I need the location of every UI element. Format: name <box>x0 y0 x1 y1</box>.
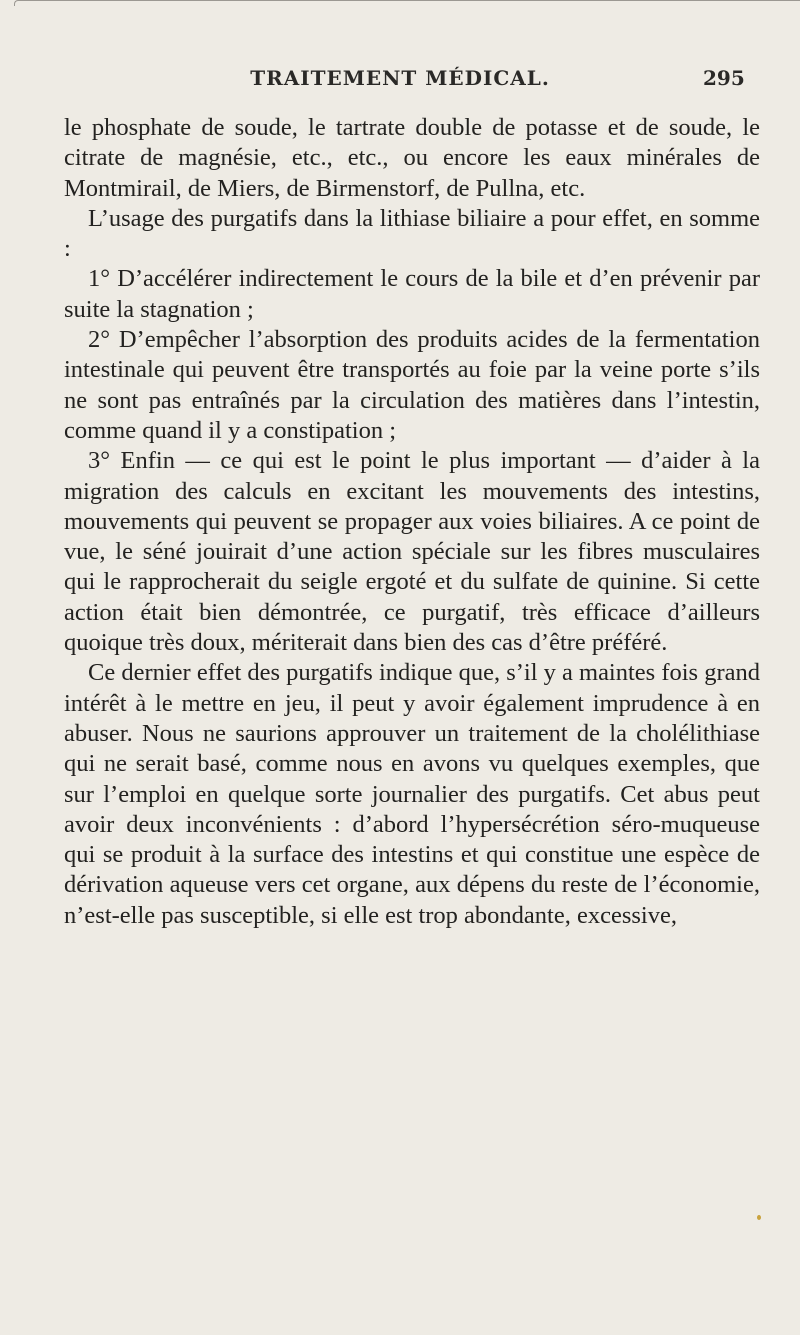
page-number: 295 <box>703 66 745 90</box>
body-text <box>64 113 760 931</box>
paragraph-point-3: 3° Enfin — ce qui est le point le plus important — d’aider à la migration des calculs en excitant les mouvements des intestins, mouvements qui peuvent se propager aux voies biliaires. A ce point de vue, le séné jouirait d’une action spéciale sur les fibres musculaires qui le rapprocherait du seigle ergoté et du sulfate de quinine. Si cette action était bien démontrée, ce purgatif, très efficace d’ailleurs quoique très doux, mériterait dans bien des cas d’être préféré. <box>64 447 760 657</box>
paragraph-continuation: le phosphate de soude, le tartrate double de potasse et de soude, le citrate de magnésie, etc., etc., ou encore les eaux minérales de Montmirail, de Miers, de Birmenstorf, de Pullna, etc. <box>64 114 760 202</box>
paragraph-usage: L’usage des purgatifs dans la lithiase biliaire a pour effet, en somme : <box>64 204 760 263</box>
paragraph-last-effect: Ce dernier effet des purgatifs indique que, s’il y a maintes fois grand intérêt à le mettre en jeu, il peut y avoir également imprudence à en abuser. Nous ne saurions approuver un traitement de la cholélithiase qui ne serait basé, comme nous en avons vu quelques exemples, que sur l’emploi en quelque sorte journalier des purgatifs. Cet abus peut avoir deux inconvénients : d’abord l’hypersécrétion séro-muqueuse qui se produit à la surface des intestins et qui constitue une espèce de dérivation aqueuse vers cet organe, aux dépens du reste de l’économie, n’est-elle pas susceptible, si elle est trop abondante, excessive, <box>64 659 760 929</box>
paragraph-point-2: 2° D’empêcher l’absorption des produits acides de la fermentation intestinale qui peuvent être transportés au foie par la veine porte s’ils ne sont pas entraînés par la circulation des matières dans l’intestin, comme quand il y a constipation ; <box>64 326 760 444</box>
page-header <box>0 60 800 100</box>
paper-speck <box>757 1215 761 1220</box>
paragraph-point-1: 1° D’accélérer indirectement le cours de la bile et d’en prévenir par suite la stagnation ; <box>64 265 760 323</box>
running-title: TRAITEMENT MÉDICAL. <box>250 66 550 90</box>
page-edge <box>14 0 800 6</box>
